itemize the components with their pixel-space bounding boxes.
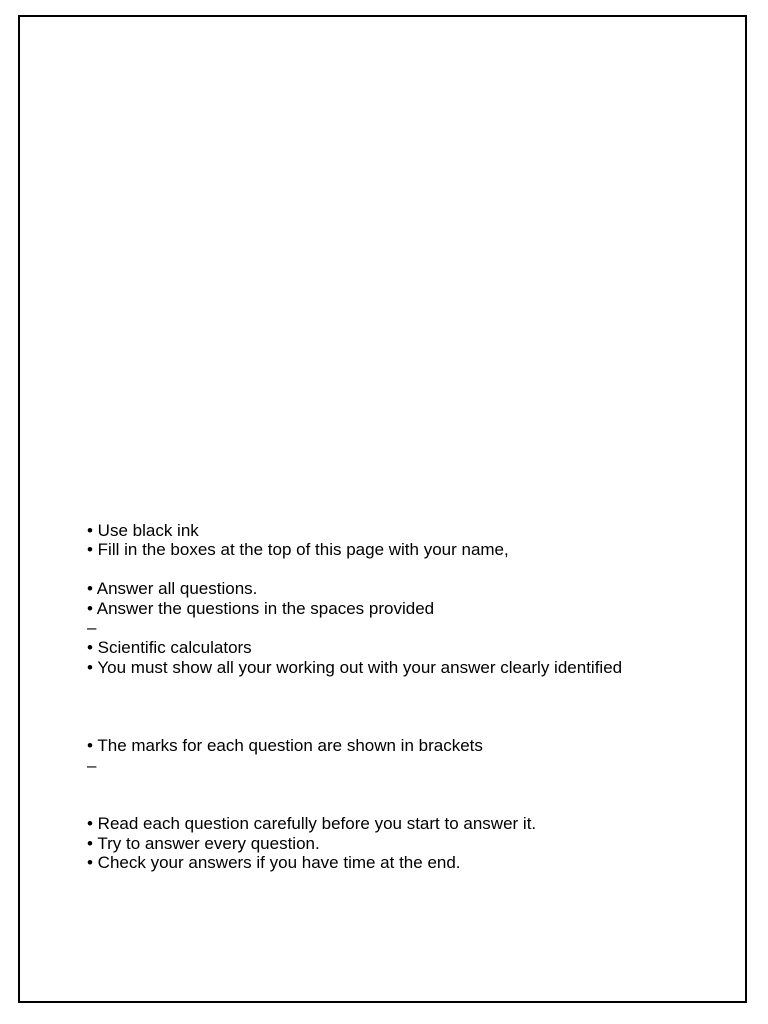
advice-check-answers: • Check your answers if you have time at the end. (87, 853, 461, 872)
information-marks-brackets: • The marks for each question are shown in brackets (87, 736, 483, 755)
instruction-answer-spaces: • Answer the questions in the spaces provided (87, 599, 435, 618)
information-dash: – (87, 756, 97, 775)
instruction-fill-boxes: • Fill in the boxes at the top of this page with your name, (87, 540, 509, 559)
advice-try-every: • Try to answer every question. (87, 834, 320, 853)
instruction-dash: – (87, 618, 97, 637)
instruction-answer-all: • Answer all questions. (87, 579, 258, 598)
instruction-show-working: • You must show all your working out with your answer clearly identified (87, 658, 623, 677)
instruction-black-ink: • Use black ink (87, 521, 199, 540)
instruction-calculators: • Scientific calculators (87, 638, 252, 657)
advice-read-carefully: • Read each question carefully before you start to answer it. (87, 814, 537, 833)
